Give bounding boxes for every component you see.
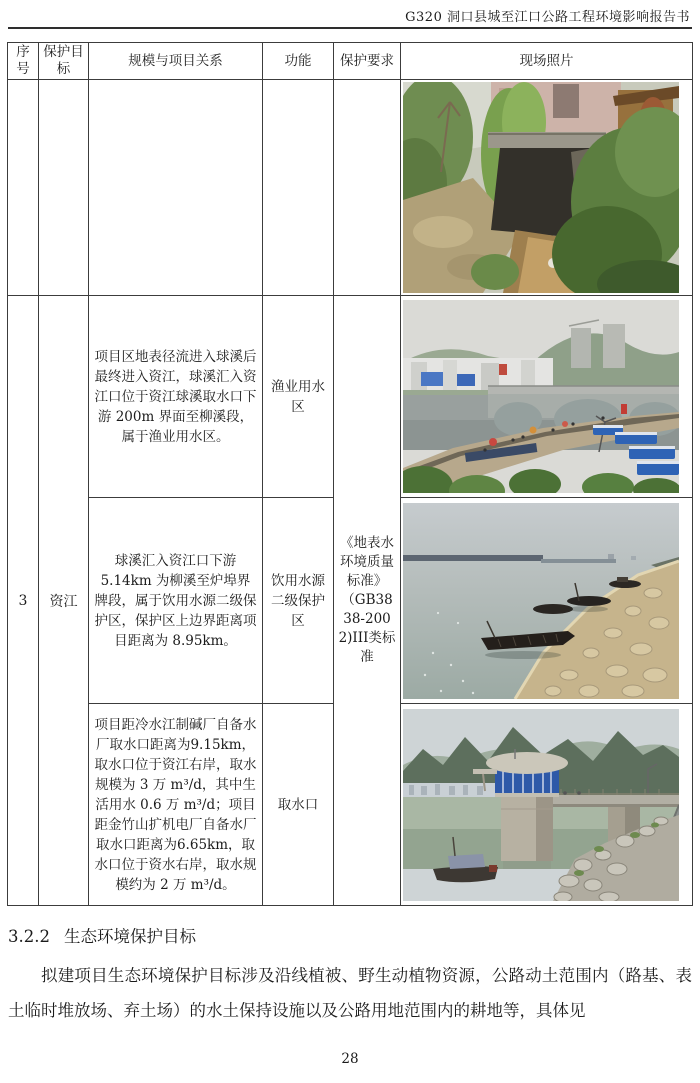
- cell-scale-intake: 项目距冷水江制碱厂自备水厂取水口距离为9.15km，取水口位于资江右岸，取水规模为 3 万 m³/d，其中生活用水 0.6 万 m³/d；项目距金竹山扩机电厂自备水厂取水口距离为6.65km，取水口位于资水右岸，取水规模约为 2 万 m³/d。: [89, 704, 263, 906]
- col-header-target: 保护目标: [39, 43, 89, 80]
- cell-function-empty: [263, 80, 334, 296]
- cell-function-fishery: 渔业用水区: [263, 296, 334, 498]
- section-title: 生态环境保护目标: [63, 927, 196, 946]
- section-paragraph: 拟建项目生态环境保护目标涉及沿线植被、野生动植物资源，公路动土范围内（路基、表土临时堆放场、弃土场）的水土保持设施以及公路用地范围内的耕地等，具体见: [8, 966, 692, 1020]
- cell-scale-fishery: 项目区地表径流进入球溪后最终进入资江，球溪汇入资江口位于资江球溪取水口下游 200m 界面至柳溪段，属于渔业用水区。: [89, 296, 263, 498]
- table-row: [8, 80, 693, 296]
- protection-targets-table: [7, 42, 693, 906]
- cell-target: 资江: [39, 296, 89, 906]
- cell-requirement-empty: [334, 80, 401, 296]
- cell-photo-3: [401, 498, 693, 704]
- cell-photo-2: [401, 296, 693, 498]
- col-header-function: 功能: [263, 43, 334, 80]
- cell-photo-1: [401, 80, 693, 296]
- section-heading: [8, 924, 692, 950]
- cell-function-intake: 取水口: [263, 704, 334, 906]
- section-number: 3.2.2: [8, 927, 50, 946]
- col-header-scale: 规模与项目关系: [89, 43, 263, 80]
- cell-photo-4: [401, 704, 693, 906]
- photo-culvert-stream: [403, 82, 678, 293]
- cell-index: 3: [8, 296, 39, 906]
- photo-river-boats-embankment: [403, 503, 678, 699]
- cell-requirement: 《地表水环境质量标准》（GB3838-2002)III类标准: [334, 296, 401, 906]
- col-header-photo: 现场照片: [401, 43, 693, 80]
- running-header-title: G320 洞口县城至江口公路工程环境影响报告书: [405, 10, 690, 25]
- cell-target-empty: [39, 80, 89, 296]
- cell-scale-drinking: 球溪汇入资江口下游 5.14km 为柳溪至炉埠界牌段，属于饮用水源二级保护区，保护区上边界距离项目距离为 8.95km。: [89, 498, 263, 704]
- table-row: [8, 296, 693, 498]
- header-rule: [8, 27, 692, 29]
- col-header-index: 序号: [8, 43, 39, 80]
- section-3-2-2: [8, 924, 692, 1028]
- cell-scale-empty: [89, 80, 263, 296]
- page-number: 28: [341, 1051, 359, 1067]
- photo-river-bridge-town: [403, 300, 678, 493]
- cell-function-drinking: 饮用水源二级保护区: [263, 498, 334, 704]
- col-header-requirement: 保护要求: [334, 43, 401, 80]
- table-header-row: [8, 43, 693, 80]
- photo-water-intake-tower: [403, 709, 678, 901]
- cell-index-empty: [8, 80, 39, 296]
